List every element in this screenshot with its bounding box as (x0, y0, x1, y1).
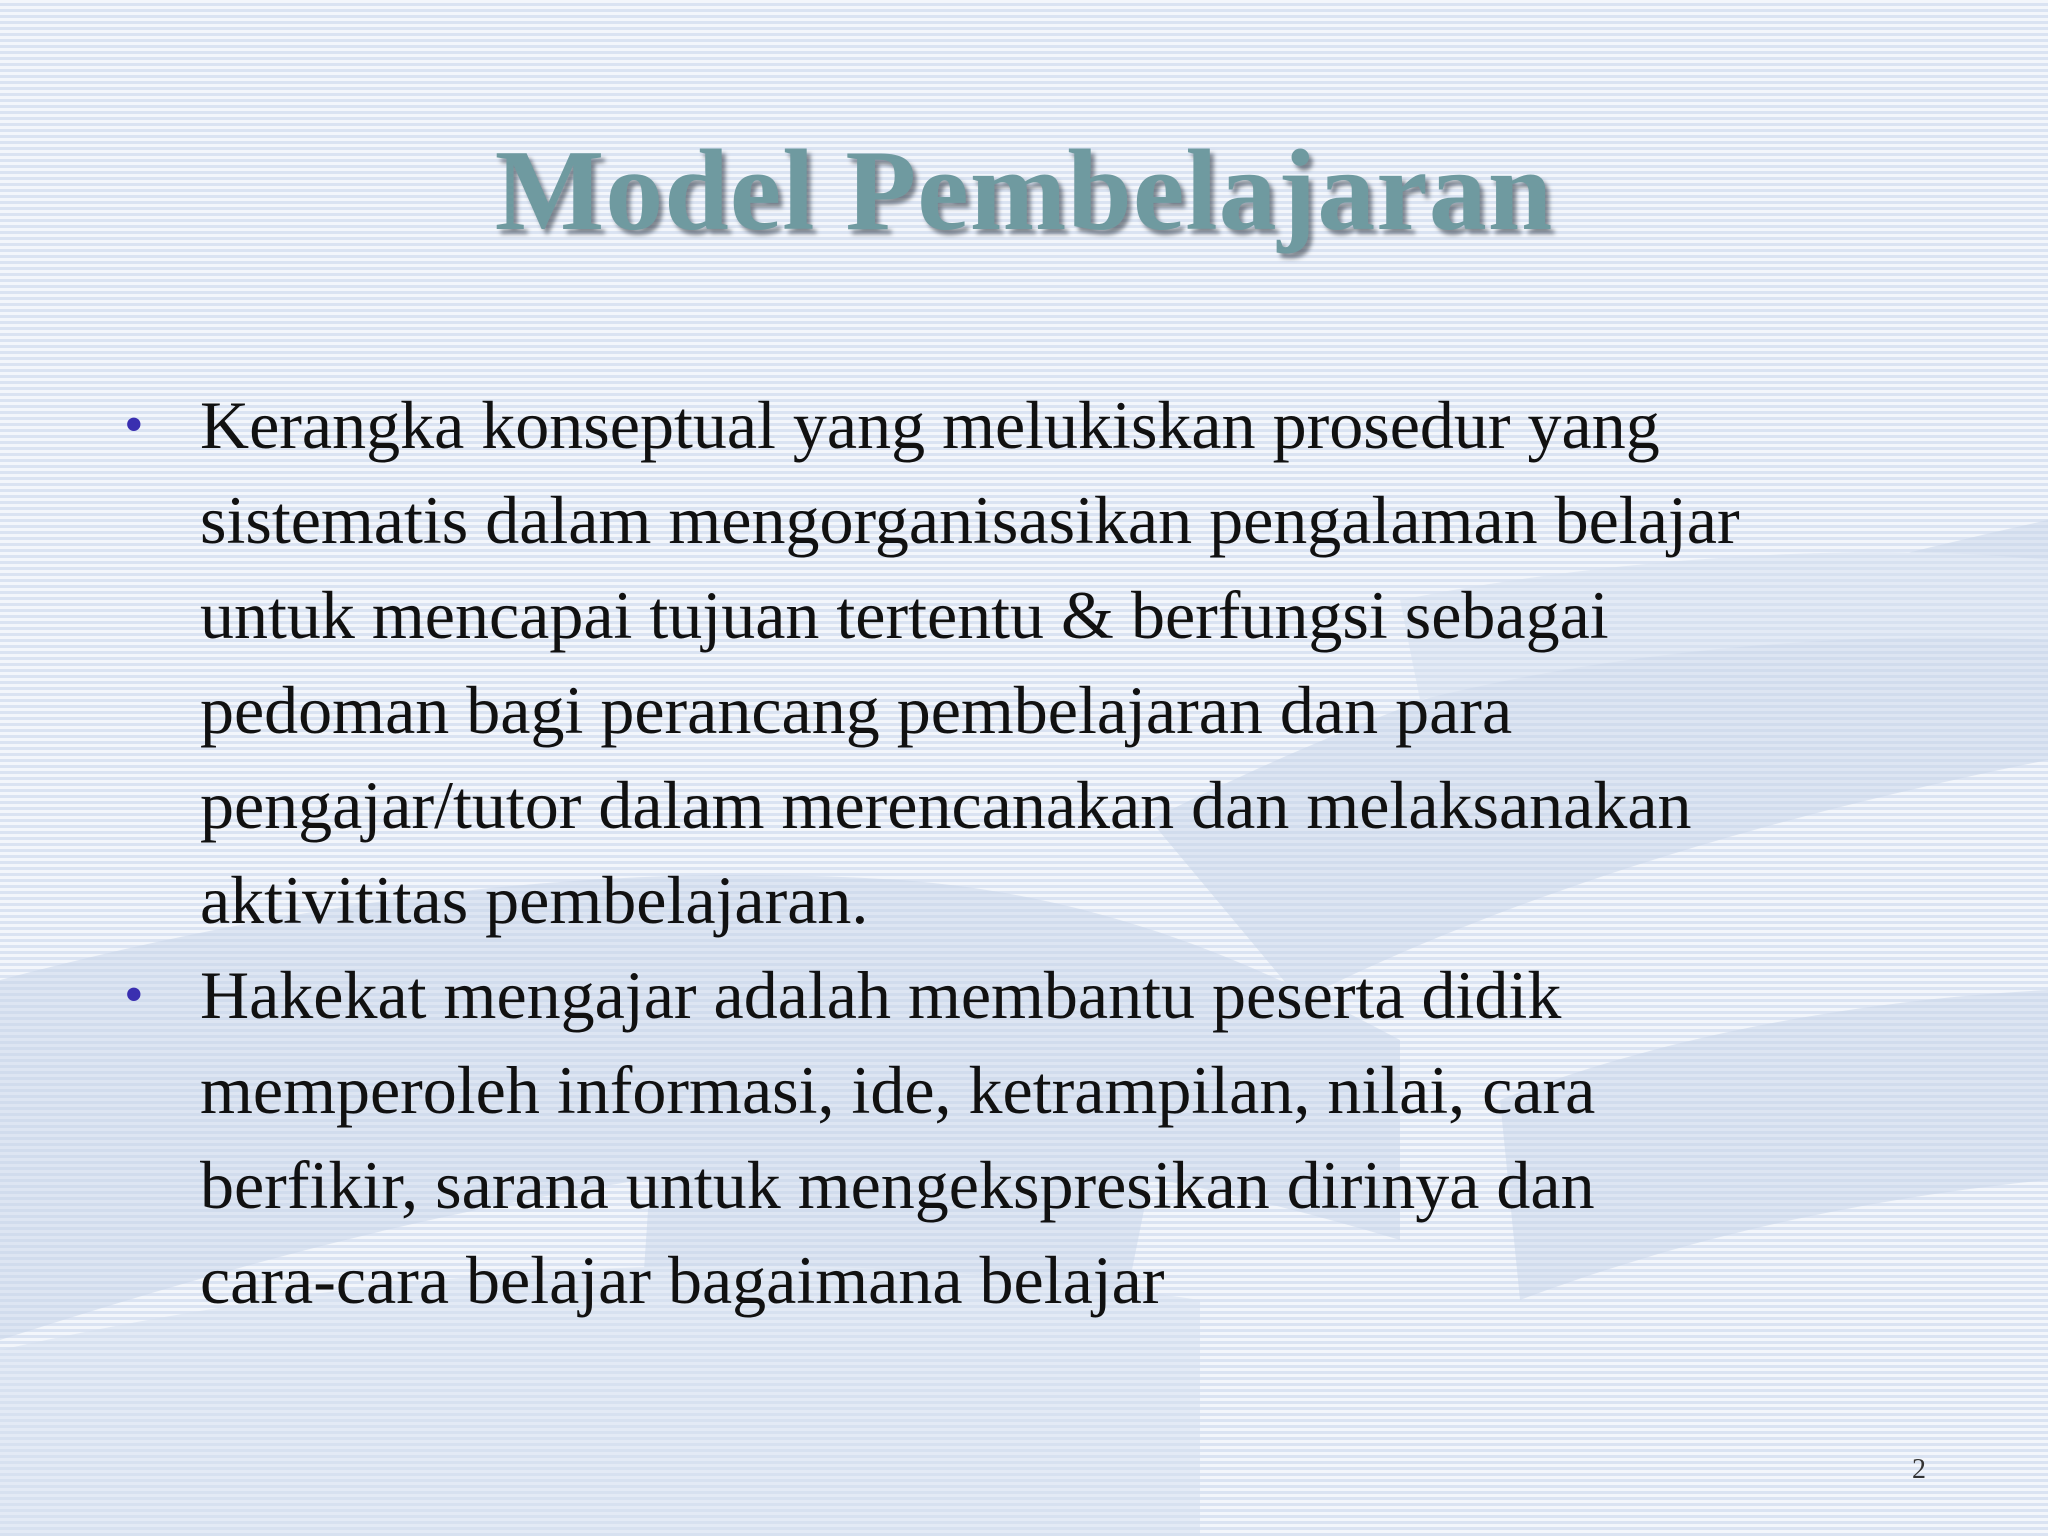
bullet-line: pedoman bagi perancang pembelajaran dan para (200, 672, 1513, 748)
bullet-list (120, 378, 1950, 1328)
bullet-dot-icon: • (124, 964, 144, 1026)
bullet-line: aktivititas pembelajaran. (200, 862, 869, 938)
page-number: 2 (1912, 1454, 1926, 1485)
bullet-line: cara-cara belajar bagaimana belajar (200, 1242, 1165, 1318)
bullet-line: memperoleh informasi, ide, ketrampilan, nilai, cara (200, 1052, 1596, 1128)
bullet-dot-icon: • (124, 394, 144, 456)
bullet-line: Kerangka konseptual yang melukiskan prosedur yang (200, 387, 1660, 463)
bullet-line: untuk mencapai tujuan tertentu & berfungsi sebagai (200, 577, 1609, 653)
bullet-item-2 (120, 948, 1950, 1328)
bullet-line: berfikir, sarana untuk mengekspresikan dirinya dan (200, 1147, 1595, 1223)
slide-title: Model Pembelajaran (494, 127, 1554, 255)
bullet-line: Hakekat mengajar adalah membantu peserta didik (200, 957, 1562, 1033)
bullet-line: sistematis dalam mengorganisasikan pengalaman belajar (200, 482, 1740, 558)
bullet-item-1 (120, 378, 1950, 948)
bullet-line: pengajar/tutor dalam merencanakan dan melaksanakan (200, 767, 1692, 843)
